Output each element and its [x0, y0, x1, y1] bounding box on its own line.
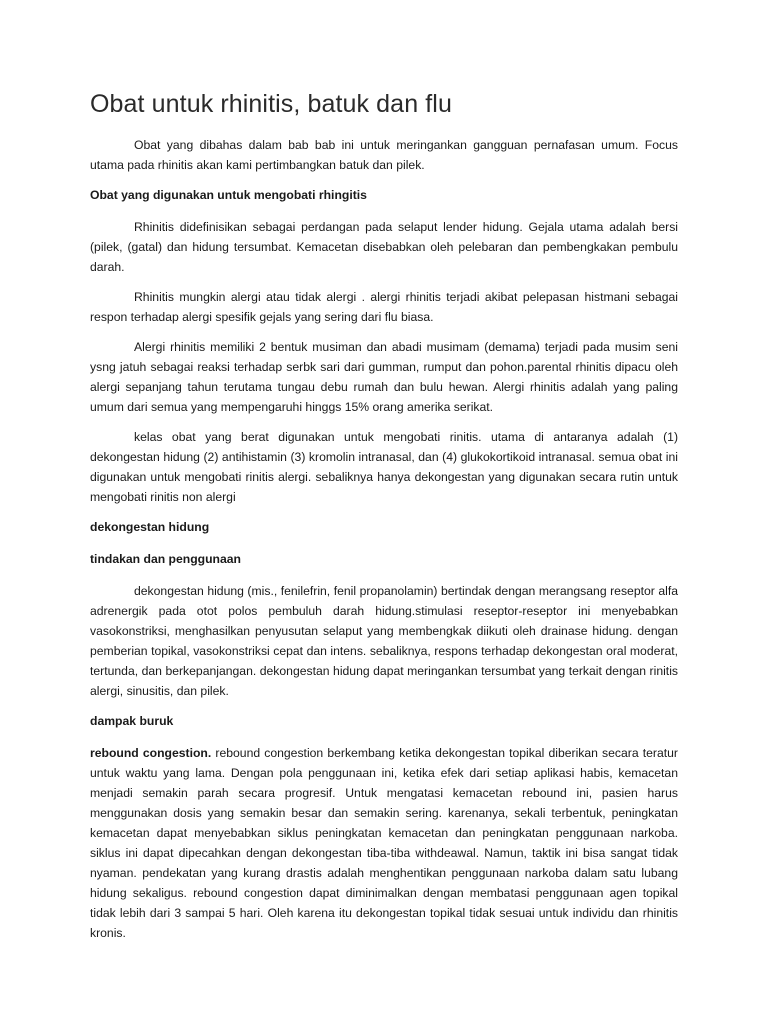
body-paragraph: dekongestan hidung (mis., fenilefrin, fenil propanolamin) bertindak dengan merangsang reseptor alfa adrenergik pada otot polos pembuluh darah hidung.stimulasi reseptor-reseptor ini menyebabkan vasokonstriksi, menghasilkan penyusutan selaput yang membengkak diikuti oleh drainase hidung. dengan pemberian topikal, vasokonstriksi cepat dan intens. sebaliknya, respons terhadap dekongestan oral moderat, tertunda, dan berkepanjangan. dekongestan hidung dapat meringankan tersumbat yang terkait dengan rinitis alergi, sinusitis, dan pilek.: [90, 584, 678, 698]
section-heading-dekongestan: dekongestan hidung: [90, 520, 210, 534]
rebound-paragraph: [90, 743, 678, 943]
section-heading-dampak-buruk: dampak buruk: [90, 714, 174, 728]
body-paragraph: Rhinitis mungkin alergi atau tidak alergi . alergi rhinitis terjadi akibat pelepasan histmani sebagai respon terhadap alergi spesifik gejals yang sering dari flu biasa.: [90, 290, 678, 324]
body-paragraph: Rhinitis didefinisikan sebagai perdangan pada selaput lender hidung. Gejala utama adalah bersi (pilek, (gatal) dan hidung tersumbat. Kemacetan disebabkan oleh pelebaran dan pembengkakan pembulu darah.: [90, 220, 678, 274]
section-heading-rhinitis: Obat yang digunakan untuk mengobati rhingitis: [90, 188, 367, 202]
rebound-body-text: rebound congestion berkembang ketika dekongestan topikal diberikan secara teratur untuk waktu yang lama. Dengan pola penggunaan ini, ketika efek dari setiap aplikasi habis, kemacetan menjadi semakin parah secara progresif. Untuk mengatasi kemacetan rebound ini, pasien harus menggunakan dosis yang semakin besar dan semakin sering. karenanya, sekali terbentuk, peningkatan kemacetan dapat menyebabkan siklus peningkatan kemacetan dan peningkatan penggunaan narkoba. siklus ini dapat dipecahkan dengan dekongestan tiba-tiba withdeawal. Namun, taktik ini bisa sangat tidak nyaman. pendekatan yang kurang drastis adalah menghentikan penggunaan narkoba dalam satu lubang hidung sekaligus. rebound congestion dapat diminimalkan dengan membatasi penggunaan agen topikal tidak lebih dari 3 sampai 5 hari. Oleh karena itu dekongestan topikal tidak sesuai untuk individu dan rhinitis kronis.: [90, 746, 678, 940]
body-paragraph: kelas obat yang berat digunakan untuk mengobati rinitis. utama di antaranya adalah (1) dekongestan hidung (2) antihistamin (3) kromolin intranasal, dan (4) glukokortikoid intranasal. semua obat ini digunakan untuk mengobati rinitis alergi. sebaliknya hanya dekongestan yang digunakan secara rutin untuk mengobati rinitis non alergi: [90, 430, 678, 504]
subheading-tindakan: tindakan dan penggunaan: [90, 552, 241, 566]
page-title: Obat untuk rhinitis, batuk dan flu: [90, 90, 452, 118]
body-paragraph: Alergi rhinitis memiliki 2 bentuk musiman dan abadi musimam (demama) terjadi pada musim seni ysng jatuh sebagai reaksi terhadap serbk sari dari gumman, rumput dan pohon.parental rhinitis dipacu oleh alergi sepanjang tahun terutama tungau debu rumah dan bulu hewan. Alergi rhinitis adalah yang paling umum dari semua yang mempengaruhi hinggs 15% orang amerika serikat.: [90, 340, 678, 414]
runin-term: rebound congestion.: [90, 746, 212, 760]
intro-paragraph: Obat yang dibahas dalam bab bab ini untuk meringankan gangguan pernafasan umum. Focus utama pada rhinitis akan kami pertimbangkan batuk dan pilek.: [90, 138, 678, 172]
